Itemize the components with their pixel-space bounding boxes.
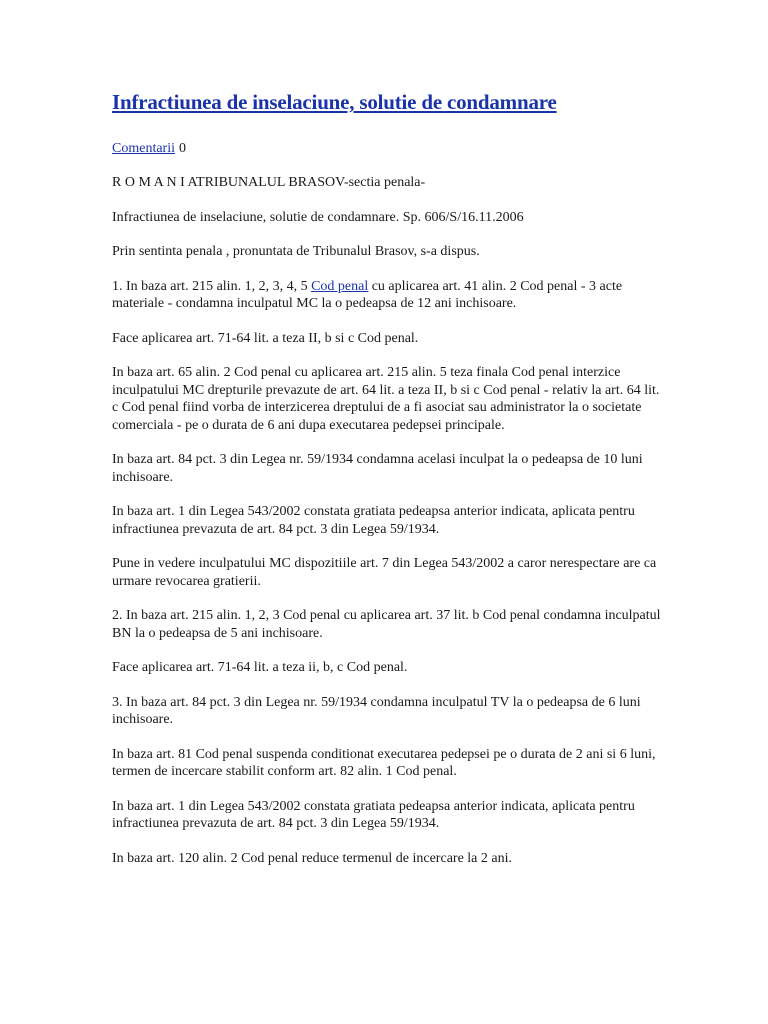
comments-count: 0 xyxy=(179,141,186,156)
paragraph: In baza art. 1 din Legea 543/2002 constata gratiata pedeapsa anterior indicata, aplicata pentru infractiunea prevazuta de art. 84 pct. 3 din Legea 59/1934. xyxy=(112,504,635,537)
paragraph: 2. In baza art. 215 alin. 1, 2, 3 Cod penal cu aplicarea art. 37 lit. b Cod penal condamna inculpatul BN la o pedeapsa de 5 ani inchisoare. xyxy=(112,608,661,641)
comments-link[interactable]: Comentarii xyxy=(112,141,175,156)
paragraph: Face aplicarea art. 71-64 lit. a teza ii, b, c Cod penal. xyxy=(112,660,408,675)
comments-row xyxy=(112,140,668,158)
paragraph: Face aplicarea art. 71-64 lit. a teza II, b si c Cod penal. xyxy=(112,330,419,346)
paragraph: Pune in vedere inculpatului MC dispozitiile art. 7 din Legea 543/2002 a caror nerespectare are ca urmare revocarea gratierii. xyxy=(112,556,657,589)
paragraph: In baza art. 1 din Legea 543/2002 constata gratiata pedeapsa anterior indicata, aplicata pentru infractiunea prevazuta de art. 84 pct. 3 din Legea 59/1934. xyxy=(112,798,635,831)
item-1-paragraph xyxy=(112,278,668,313)
sentence-intro: Prin sentinta penala , pronuntata de Tribunalul Brasov, s-a dispus. xyxy=(112,244,480,259)
case-reference: Infractiunea de inselaciune, solutie de condamnare. Sp. 606/S/16.11.2006 xyxy=(112,209,524,225)
article-title[interactable]: Infractiunea de inselaciune, solutie de condamnare xyxy=(112,90,557,114)
court-heading: R O M A N I ATRIBUNALUL BRASOV-sectia penala- xyxy=(112,175,426,190)
paragraph: In baza art. 81 Cod penal suspenda conditionat executarea pedepsei pe o durata de 2 ani si 6 luni, termen de incercare stabilit conform art. 82 alin. 1 Cod penal. xyxy=(112,746,656,779)
paragraph: In baza art. 65 alin. 2 Cod penal cu aplicarea art. 215 alin. 5 teza finala Cod penal interzice inculpatului MC drepturile prevazute de art. 64 lit. a teza II, b si c Cod penal - relativ la art. 64 lit. c Cod penal fiind vorba de interzicerea dreptului de a fi asociat sau administrator la o societate comerciala - pe o durata de 6 ani dupa executarea pedepsei principale. xyxy=(112,365,660,433)
paragraph: 3. In baza art. 84 pct. 3 din Legea nr. 59/1934 condamna inculpatul TV la o pedeapsa de 6 luni inchisoare. xyxy=(112,694,641,727)
paragraph: In baza art. 120 alin. 2 Cod penal reduce termenul de incercare la 2 ani. xyxy=(112,850,512,866)
cod-penal-link[interactable]: Cod penal xyxy=(311,278,369,294)
item-1-text-before: 1. In baza art. 215 alin. 1, 2, 3, 4, 5 xyxy=(112,278,312,294)
paragraph: In baza art. 84 pct. 3 din Legea nr. 59/1934 condamna acelasi inculpat la o pedeapsa de 10 luni inchisoare. xyxy=(112,452,643,485)
item-1-text-after: cu aplicarea art. 41 alin. 2 Cod penal - 3 acte materiale - condamna inculpatul MC la o pedeapsa de 12 ani inchisoare. xyxy=(112,278,623,311)
